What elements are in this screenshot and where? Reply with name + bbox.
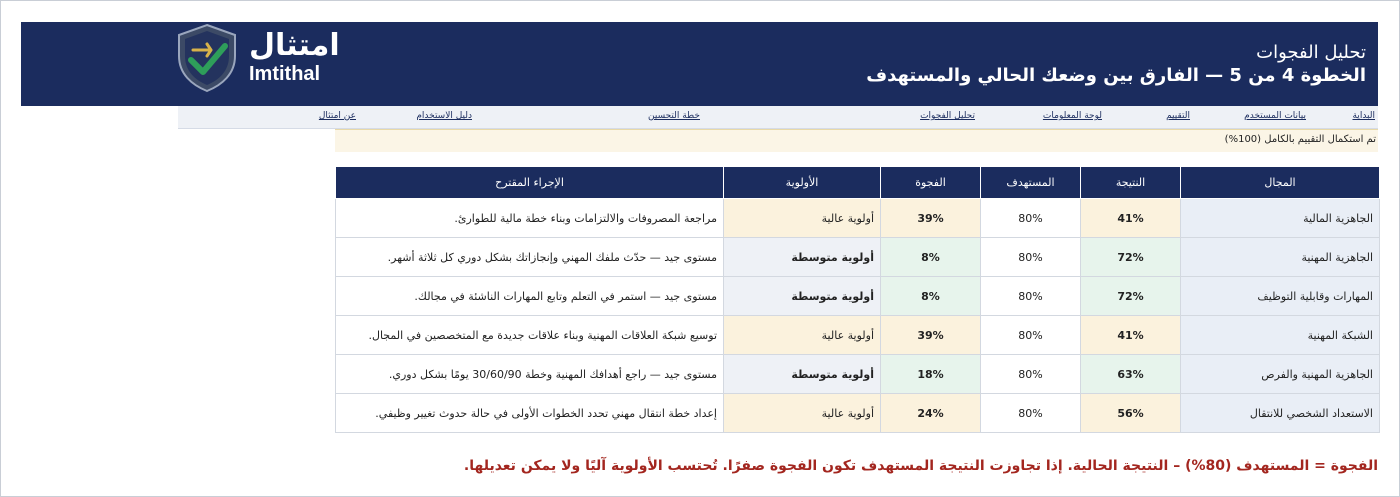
target-cell: 80% (981, 394, 1081, 433)
col-header-score: النتيجة (1081, 167, 1181, 199)
logo-english: Imtithal (249, 63, 321, 85)
col-header-action: الإجراء المقترح (336, 167, 724, 199)
priority-cell: أولوية عالية (724, 199, 881, 238)
domain-cell: الاستعداد الشخصي للانتقال (1181, 394, 1380, 433)
score-cell: 72% (1081, 277, 1181, 316)
action-cell: إعداد خطة انتقال مهني تحدد الخطوات الأولى في حالة حدوث تغيير وظيفي. (336, 394, 724, 433)
logo-arabic: امتثال (249, 28, 340, 63)
domain-cell: المهارات وقابلية التوظيف (1181, 277, 1380, 316)
nav-link-dashboard[interactable]: لوحة المعلومات (1042, 111, 1102, 121)
target-cell: 80% (981, 355, 1081, 394)
page-header (21, 22, 1378, 106)
table-row (336, 238, 1380, 277)
action-cell: مراجعة المصروفات والالتزامات وبناء خطة مالية للطوارئ. (336, 199, 724, 238)
table-row (336, 355, 1380, 394)
score-cell: 56% (1081, 394, 1181, 433)
nav-link-improvement-plan[interactable]: خطة التحسين (648, 111, 700, 121)
domain-cell: الشبكة المهنية (1181, 316, 1380, 355)
nav-link-user-data[interactable]: بيانات المستخدم (1244, 111, 1306, 121)
action-cell: مستوى جيد — حدّث ملفك المهني وإنجازاتك بشكل دوري كل ثلاثة أشهر. (336, 238, 724, 277)
gap-formula-note: الفجوة = المستهدف (80%) – النتيجة الحالية. إذا تجاوزت النتيجة المستهدف تكون الفجوة صفرًا. تُحتسب الأولوية آليًا ولا يمكن تعديلها. (463, 458, 1378, 474)
score-cell: 41% (1081, 316, 1181, 355)
gap-cell: 8% (881, 238, 981, 277)
gap-cell: 39% (881, 316, 981, 355)
domain-cell: الجاهزية المهنية (1181, 238, 1380, 277)
gap-cell: 8% (881, 277, 981, 316)
table-header-row (336, 167, 1380, 199)
nav-link-home[interactable]: البداية (1352, 111, 1375, 121)
gap-table (335, 166, 1380, 433)
gap-cell: 18% (881, 355, 981, 394)
completion-status-text: تم استكمال التقييم بالكامل (100%) (1224, 134, 1376, 145)
completion-status (335, 129, 1378, 152)
col-header-domain: المجال (1181, 167, 1380, 199)
table-row (336, 394, 1380, 433)
priority-cell: أولوية متوسطة (724, 355, 881, 394)
col-header-priority: الأولوية (724, 167, 881, 199)
domain-cell: الجاهزية المهنية والفرص (1181, 355, 1380, 394)
col-header-gap: الفجوة (881, 167, 981, 199)
action-cell: مستوى جيد — استمر في التعلم وتابع المهارات الناشئة في مجالك. (336, 277, 724, 316)
score-cell: 63% (1081, 355, 1181, 394)
col-header-target: المستهدف (981, 167, 1081, 199)
score-cell: 72% (1081, 238, 1181, 277)
action-cell: توسيع شبكة العلاقات المهنية وبناء علاقات جديدة مع المتخصصين في المجال. (336, 316, 724, 355)
gap-cell: 24% (881, 394, 981, 433)
page-title: تحليل الفجوات (1256, 42, 1366, 63)
gap-cell: 39% (881, 199, 981, 238)
table-row (336, 316, 1380, 355)
target-cell: 80% (981, 277, 1081, 316)
target-cell: 80% (981, 199, 1081, 238)
nav-link-assessment[interactable]: التقييم (1166, 111, 1190, 121)
priority-cell: أولوية عالية (724, 316, 881, 355)
priority-cell: أولوية عالية (724, 394, 881, 433)
top-nav (178, 106, 1378, 129)
action-cell: مستوى جيد — راجع أهدافك المهنية وخطة 30/60/90 يومًا بشكل دوري. (336, 355, 724, 394)
nav-link-about[interactable]: عن امتثال (318, 111, 356, 121)
score-cell: 41% (1081, 199, 1181, 238)
priority-cell: أولوية متوسطة (724, 277, 881, 316)
table-row (336, 277, 1380, 316)
nav-link-gap-analysis[interactable]: تحليل الفجوات (920, 111, 975, 121)
domain-cell: الجاهزية المالية (1181, 199, 1380, 238)
target-cell: 80% (981, 316, 1081, 355)
target-cell: 80% (981, 238, 1081, 277)
shield-check-icon (171, 22, 243, 94)
table-row (336, 199, 1380, 238)
page-subtitle: الخطوة 4 من 5 — الفارق بين وضعك الحالي والمستهدف (866, 65, 1366, 86)
nav-link-user-guide[interactable]: دليل الاستخدام (416, 111, 472, 121)
priority-cell: أولوية متوسطة (724, 238, 881, 277)
